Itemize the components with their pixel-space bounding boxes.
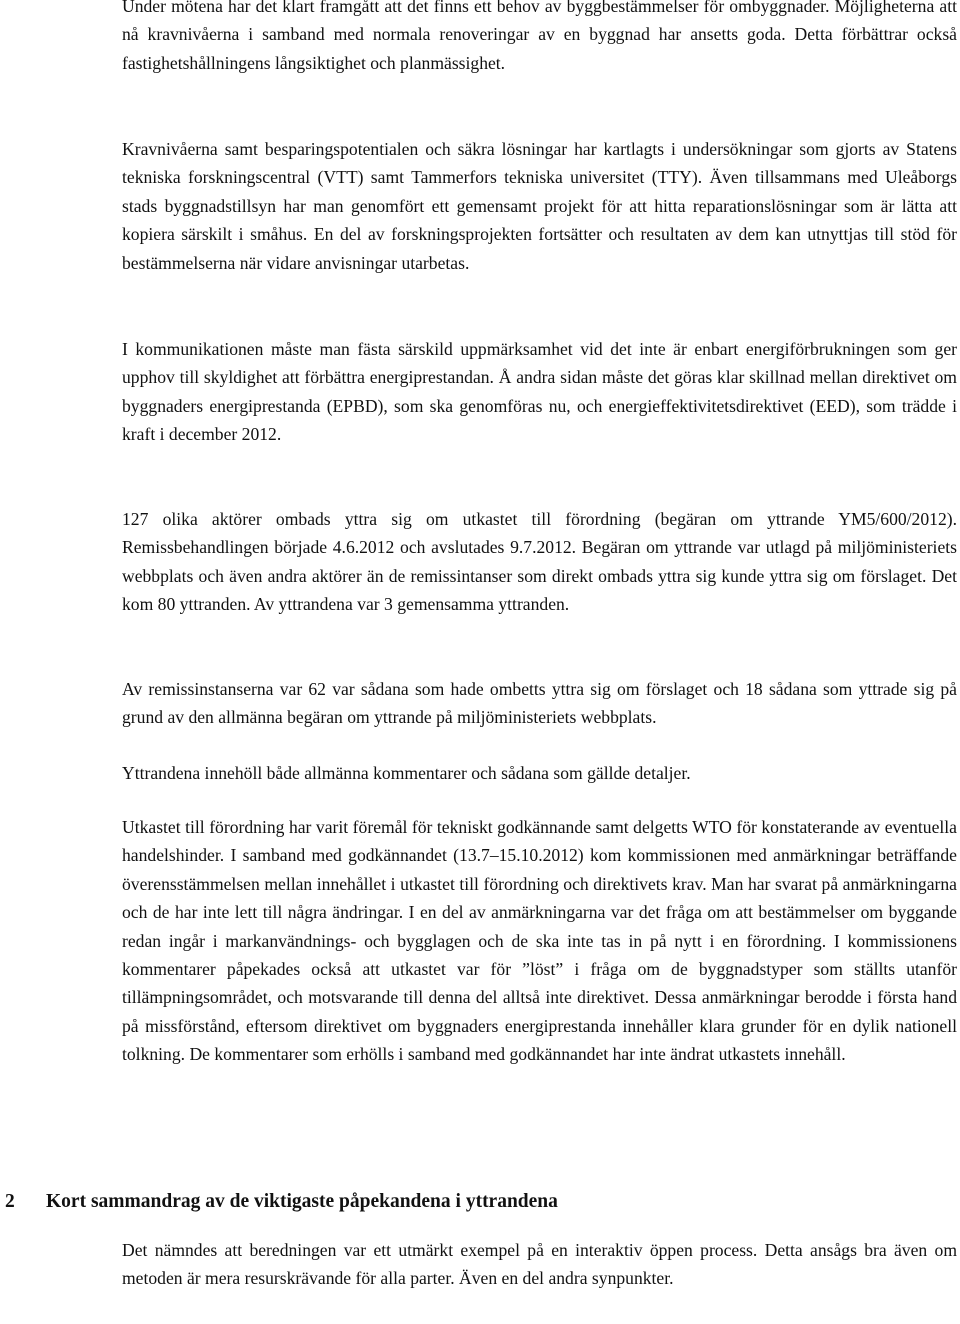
paragraph: 127 olika aktörer ombads yttra sig om utkastet till förordning (begäran om yttrande YM5/600/2012). Remissbehandlingen började 4.6.2012 och avslutades 9.7.2012. Begäran om yttrande var utlagd på miljöministeriets webbplats och även andra aktörer än de remissintanser som direkt ombads yttra sig kunde yttra sig om förslaget. Det kom 80 yttranden. Av yttrandena var 3 gemensamma yttranden. bbox=[122, 509, 957, 615]
section-heading bbox=[0, 1185, 960, 1219]
paragraph: Under mötena har det klart framgått att det finns ett behov av byggbestämmelser för ombyggnader. Möjligheterna att nå kravnivåerna i samband med normala renoveringar av en byggnad har ansetts goda. Detta förbättrar också fastighetshållningens långsiktighet och planmässighet. bbox=[122, 0, 957, 73]
paragraph: Det nämndes att beredningen var ett utmärkt exempel på en interaktiv öppen process. Detta ansågs bra även om metoden är mera resurskrävande för alla parter. Även en del andra synpunkter. bbox=[122, 1240, 957, 1289]
section-title: Kort sammandrag av de viktigaste påpekandena i yttrandena bbox=[46, 1191, 558, 1212]
paragraph: Yttrandena innehöll både allmänna kommentarer och sådana som gällde detaljer. bbox=[122, 763, 691, 783]
section-number: 2 bbox=[5, 1191, 15, 1212]
paragraph: Utkastet till förordning har varit föremål för tekniskt godkännande samt delgetts WTO för konstaterande av eventuella handelshinder. I samband med godkännandet (13.7–15.10.2012) kom kommissionen med anmärkningar beträffande överensstämmelsen mellan innehållet i utkastet till förordning och direktivets krav. Man har svarat på anmärkningarna och de har inte lett till några ändringar. I en del av anmärkningarna var det fråga om att bestämmelser om byggande redan ingår i markanvändnings- och bygglagen och de ska inte tas in på nytt i en förordning. I kommissionens kommentarer påpekades också att utkastet var för ”löst” i fråga om de byggnadstyper som ställts utanför tillämpningsområdet, och motsvarande till denna del alltså inte direktivet. Dessa anmärkningar berodde i första hand på missförstånd, eftersom direktivet om byggnaders energiprestanda innehåller klara grunder för en dylik nationell tolkning. De kommentarer som erhölls i samband med godkännandet har inte ändrat utkastets innehåll. bbox=[122, 817, 957, 1065]
paragraph: I kommunikationen måste man fästa särskild uppmärksamhet vid det inte är enbart energiförbrukningen som ger upphov till skyldighet att förbättra energiprestandan. Å andra sidan måste det göras klar skillnad mellan direktivet om byggnaders energiprestanda (EPBD), som ska genomföras nu, och energieffektivitetsdirektivet (EED), som trädde i kraft i december 2012. bbox=[122, 339, 957, 445]
paragraph: Av remissinstanserna var 62 var sådana som hade ombetts yttra sig om förslaget och 18 sådana som yttrade sig på grund av den allmänna begäran om yttrande på miljöministeriets webbplats. bbox=[122, 679, 957, 728]
paragraph: Kravnivåerna samt besparingspotentialen och säkra lösningar har kartlagts i undersökningar som gjorts av Statens tekniska forskningscentral (VTT) samt Tammerfors tekniska universitet (TTY). Även tillsammans med Uleåborgs stads byggnadstillsyn har man genomfört ett gemensamt projekt för att hitta reparationslösningar som är lätta att kopiera särskilt i småhus. En del av forskningsprojekten fortsätter och resultaten av dem kan utnyttjas till stöd för bestämmelserna när vidare anvisningar utarbetas. bbox=[122, 139, 957, 273]
